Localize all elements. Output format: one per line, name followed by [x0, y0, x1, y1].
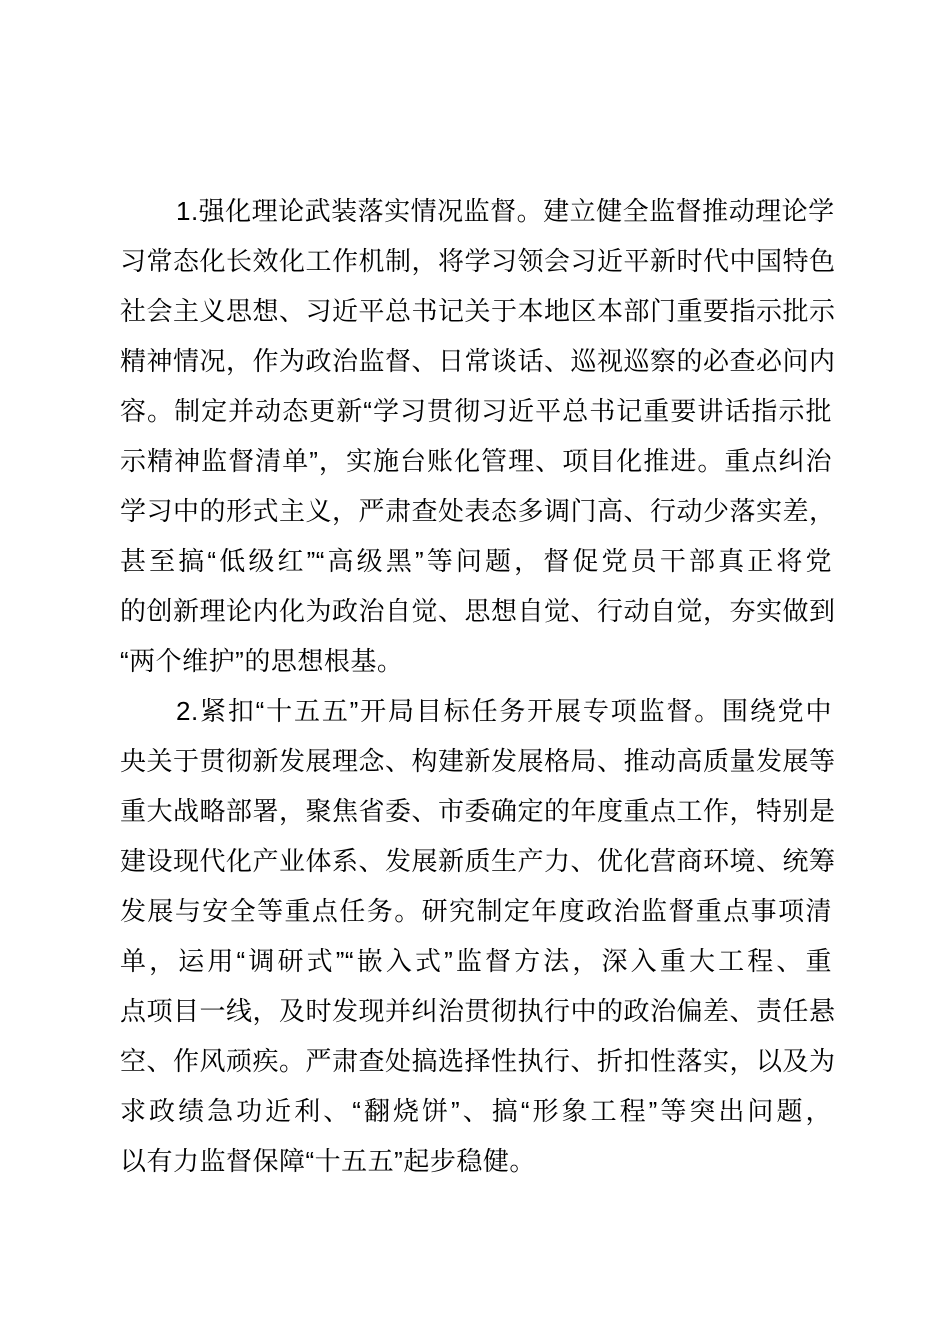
text-line: 求政绩急功近利、“翻烧饼”、搞“形象工程”等突出问题，	[120, 1096, 832, 1126]
text-line: 学习中的形式主义，严肃查处表态多调门高、行动少落实差，	[120, 496, 836, 526]
text-line: 习常态化长效化工作机制，将学习领会习近平新时代中国特色	[120, 246, 836, 276]
text-line: 精神情况，作为政治监督、日常谈话、巡视巡察的必查必问内	[120, 346, 836, 376]
text-line: 以有力监督保障“十五五”起步稳健。	[120, 1146, 536, 1176]
paragraph-1	[120, 186, 836, 686]
text-line: 建设现代化产业体系、发展新质生产力、优化营商环境、统筹	[120, 846, 836, 876]
text-line: 单，运用“调研式”“嵌入式”监督方法，深入重大工程、重	[120, 946, 832, 976]
text-line: 2.紧扣“十五五”开局目标任务开展专项监督。围绕党中	[176, 696, 832, 726]
text-line: “两个维护”的思想根基。	[120, 646, 404, 676]
paragraph-2	[120, 686, 836, 1186]
text-line: 重大战略部署，聚焦省委、市委确定的年度重点工作，特别是	[120, 796, 836, 826]
text-line: 容。制定并动态更新“学习贯彻习近平总书记重要讲话指示批	[120, 396, 832, 426]
text-line: 示精神监督清单”，实施台账化管理、项目化推进。重点纠治	[120, 446, 832, 476]
text-line: 社会主义思想、习近平总书记关于本地区本部门重要指示批示	[120, 296, 836, 326]
text-line: 空、作风顽疾。严肃查处搞选择性执行、折扣性落实，以及为	[120, 1046, 836, 1076]
text-line: 1.强化理论武装落实情况监督。建立健全监督推动理论学	[176, 196, 835, 226]
document-body	[120, 186, 836, 1186]
text-line: 点项目一线，及时发现并纠治贯彻执行中的政治偏差、责任悬	[120, 996, 836, 1026]
text-line: 央关于贯彻新发展理念、构建新发展格局、推动高质量发展等	[120, 746, 836, 776]
text-line: 的创新理论内化为政治自觉、思想自觉、行动自觉，夯实做到	[120, 596, 836, 626]
text-line: 发展与安全等重点任务。研究制定年度政治监督重点事项清	[120, 896, 832, 926]
text-line: 甚至搞“低级红”“高级黑”等问题，督促党员干部真正将党	[120, 546, 832, 576]
